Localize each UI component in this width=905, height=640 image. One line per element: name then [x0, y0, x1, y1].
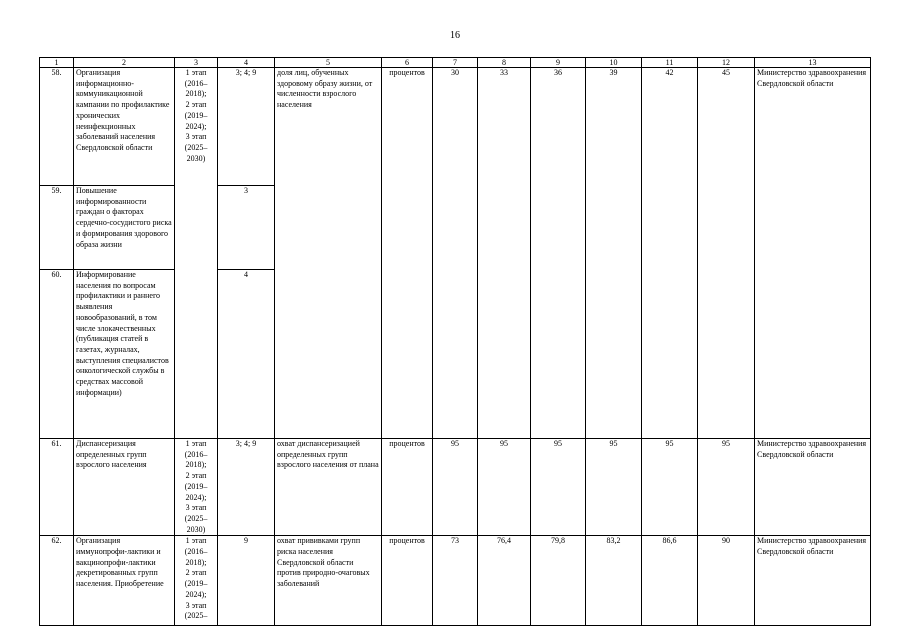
col-header-3: 3: [175, 58, 218, 68]
col-header-11: 11: [642, 58, 698, 68]
col-header-2: 2: [74, 58, 175, 68]
goal-numbers: 4: [218, 270, 275, 439]
value-col-9: 36: [531, 68, 586, 439]
value-col-7: 73: [433, 536, 478, 626]
table-row-58: [40, 68, 871, 186]
implementation-period: 1 этап (2016– 2018); 2 этап (2019– 2024); 3 этап (2025– 2030): [175, 68, 218, 439]
activity-name: Повышение информированности граждан о факторах сердечно-сосудистого риска и формирования здорового образа жизни: [74, 186, 175, 270]
table-row-61: [40, 439, 871, 536]
target-indicator: доля лиц, обученных здоровому образу жизни, от численности взрослого населения: [275, 68, 382, 439]
value-col-7: 30: [433, 68, 478, 439]
value-col-12: 45: [698, 68, 755, 439]
implementation-period: 1 этап (2016– 2018); 2 этап (2019– 2024); 3 этап (2025–: [175, 536, 218, 626]
col-header-4: 4: [218, 58, 275, 68]
responsible-executor: Министерство здравоохранения Свердловской области: [755, 536, 871, 626]
responsible-executor: Министерство здравоохранения Свердловской области: [755, 439, 871, 536]
value-col-10: 39: [586, 68, 642, 439]
col-header-7: 7: [433, 58, 478, 68]
value-col-9: 95: [531, 439, 586, 536]
value-col-10: 95: [586, 439, 642, 536]
col-header-6: 6: [382, 58, 433, 68]
responsible-executor: Министерство здравоохранения Свердловской области: [755, 68, 871, 439]
col-header-9: 9: [531, 58, 586, 68]
row-number: 60.: [40, 270, 74, 439]
page-number: 16: [450, 30, 460, 41]
col-header-8: 8: [478, 58, 531, 68]
row-number: 58.: [40, 68, 74, 186]
goal-numbers: 3; 4; 9: [218, 68, 275, 186]
value-col-8: 33: [478, 68, 531, 439]
col-header-10: 10: [586, 58, 642, 68]
value-col-8: 95: [478, 439, 531, 536]
goal-numbers: 9: [218, 536, 275, 626]
activity-name: Организация иммунопрофи-лактики и вакцинопрофи-лактики декретированных групп населения. Приобретение: [74, 536, 175, 626]
table-row-62: [40, 536, 871, 626]
target-indicator: охват прививками групп риска населения Свердловской области против природно-очаговых заболеваний: [275, 536, 382, 626]
value-col-12: 95: [698, 439, 755, 536]
unit: процентов: [382, 68, 433, 439]
activity-name: Диспансеризация определенных групп взрослого населения: [74, 439, 175, 536]
value-col-8: 76,4: [478, 536, 531, 626]
col-header-13: 13: [755, 58, 871, 68]
program-table: [39, 57, 871, 626]
unit: процентов: [382, 439, 433, 536]
col-header-1: 1: [40, 58, 74, 68]
implementation-period: 1 этап (2016– 2018); 2 этап (2019– 2024); 3 этап (2025– 2030): [175, 439, 218, 536]
row-number: 62.: [40, 536, 74, 626]
col-header-12: 12: [698, 58, 755, 68]
goal-numbers: 3; 4; 9: [218, 439, 275, 536]
unit: процентов: [382, 536, 433, 626]
goal-numbers: 3: [218, 186, 275, 270]
row-number: 61.: [40, 439, 74, 536]
activity-name: Организация информационно-коммуникационной кампании по профилактике хронических неинфекционных заболеваний населения Свердловской области: [74, 68, 175, 186]
activity-name: Информирование населения по вопросам профилактики и раннего выявления новообразований, в том числе злокачественных (публикация статей в газетах, журналах, выступления специалистов онкологической службы в средствах массовой информации): [74, 270, 175, 439]
target-indicator: охват диспансеризацией определенных групп взрослого населения от плана: [275, 439, 382, 536]
value-col-10: 83,2: [586, 536, 642, 626]
value-col-12: 90: [698, 536, 755, 626]
row-number: 59.: [40, 186, 74, 270]
value-col-11: 86,6: [642, 536, 698, 626]
column-number-row: [40, 58, 871, 68]
value-col-11: 95: [642, 439, 698, 536]
value-col-11: 42: [642, 68, 698, 439]
value-col-9: 79,8: [531, 536, 586, 626]
value-col-7: 95: [433, 439, 478, 536]
col-header-5: 5: [275, 58, 382, 68]
